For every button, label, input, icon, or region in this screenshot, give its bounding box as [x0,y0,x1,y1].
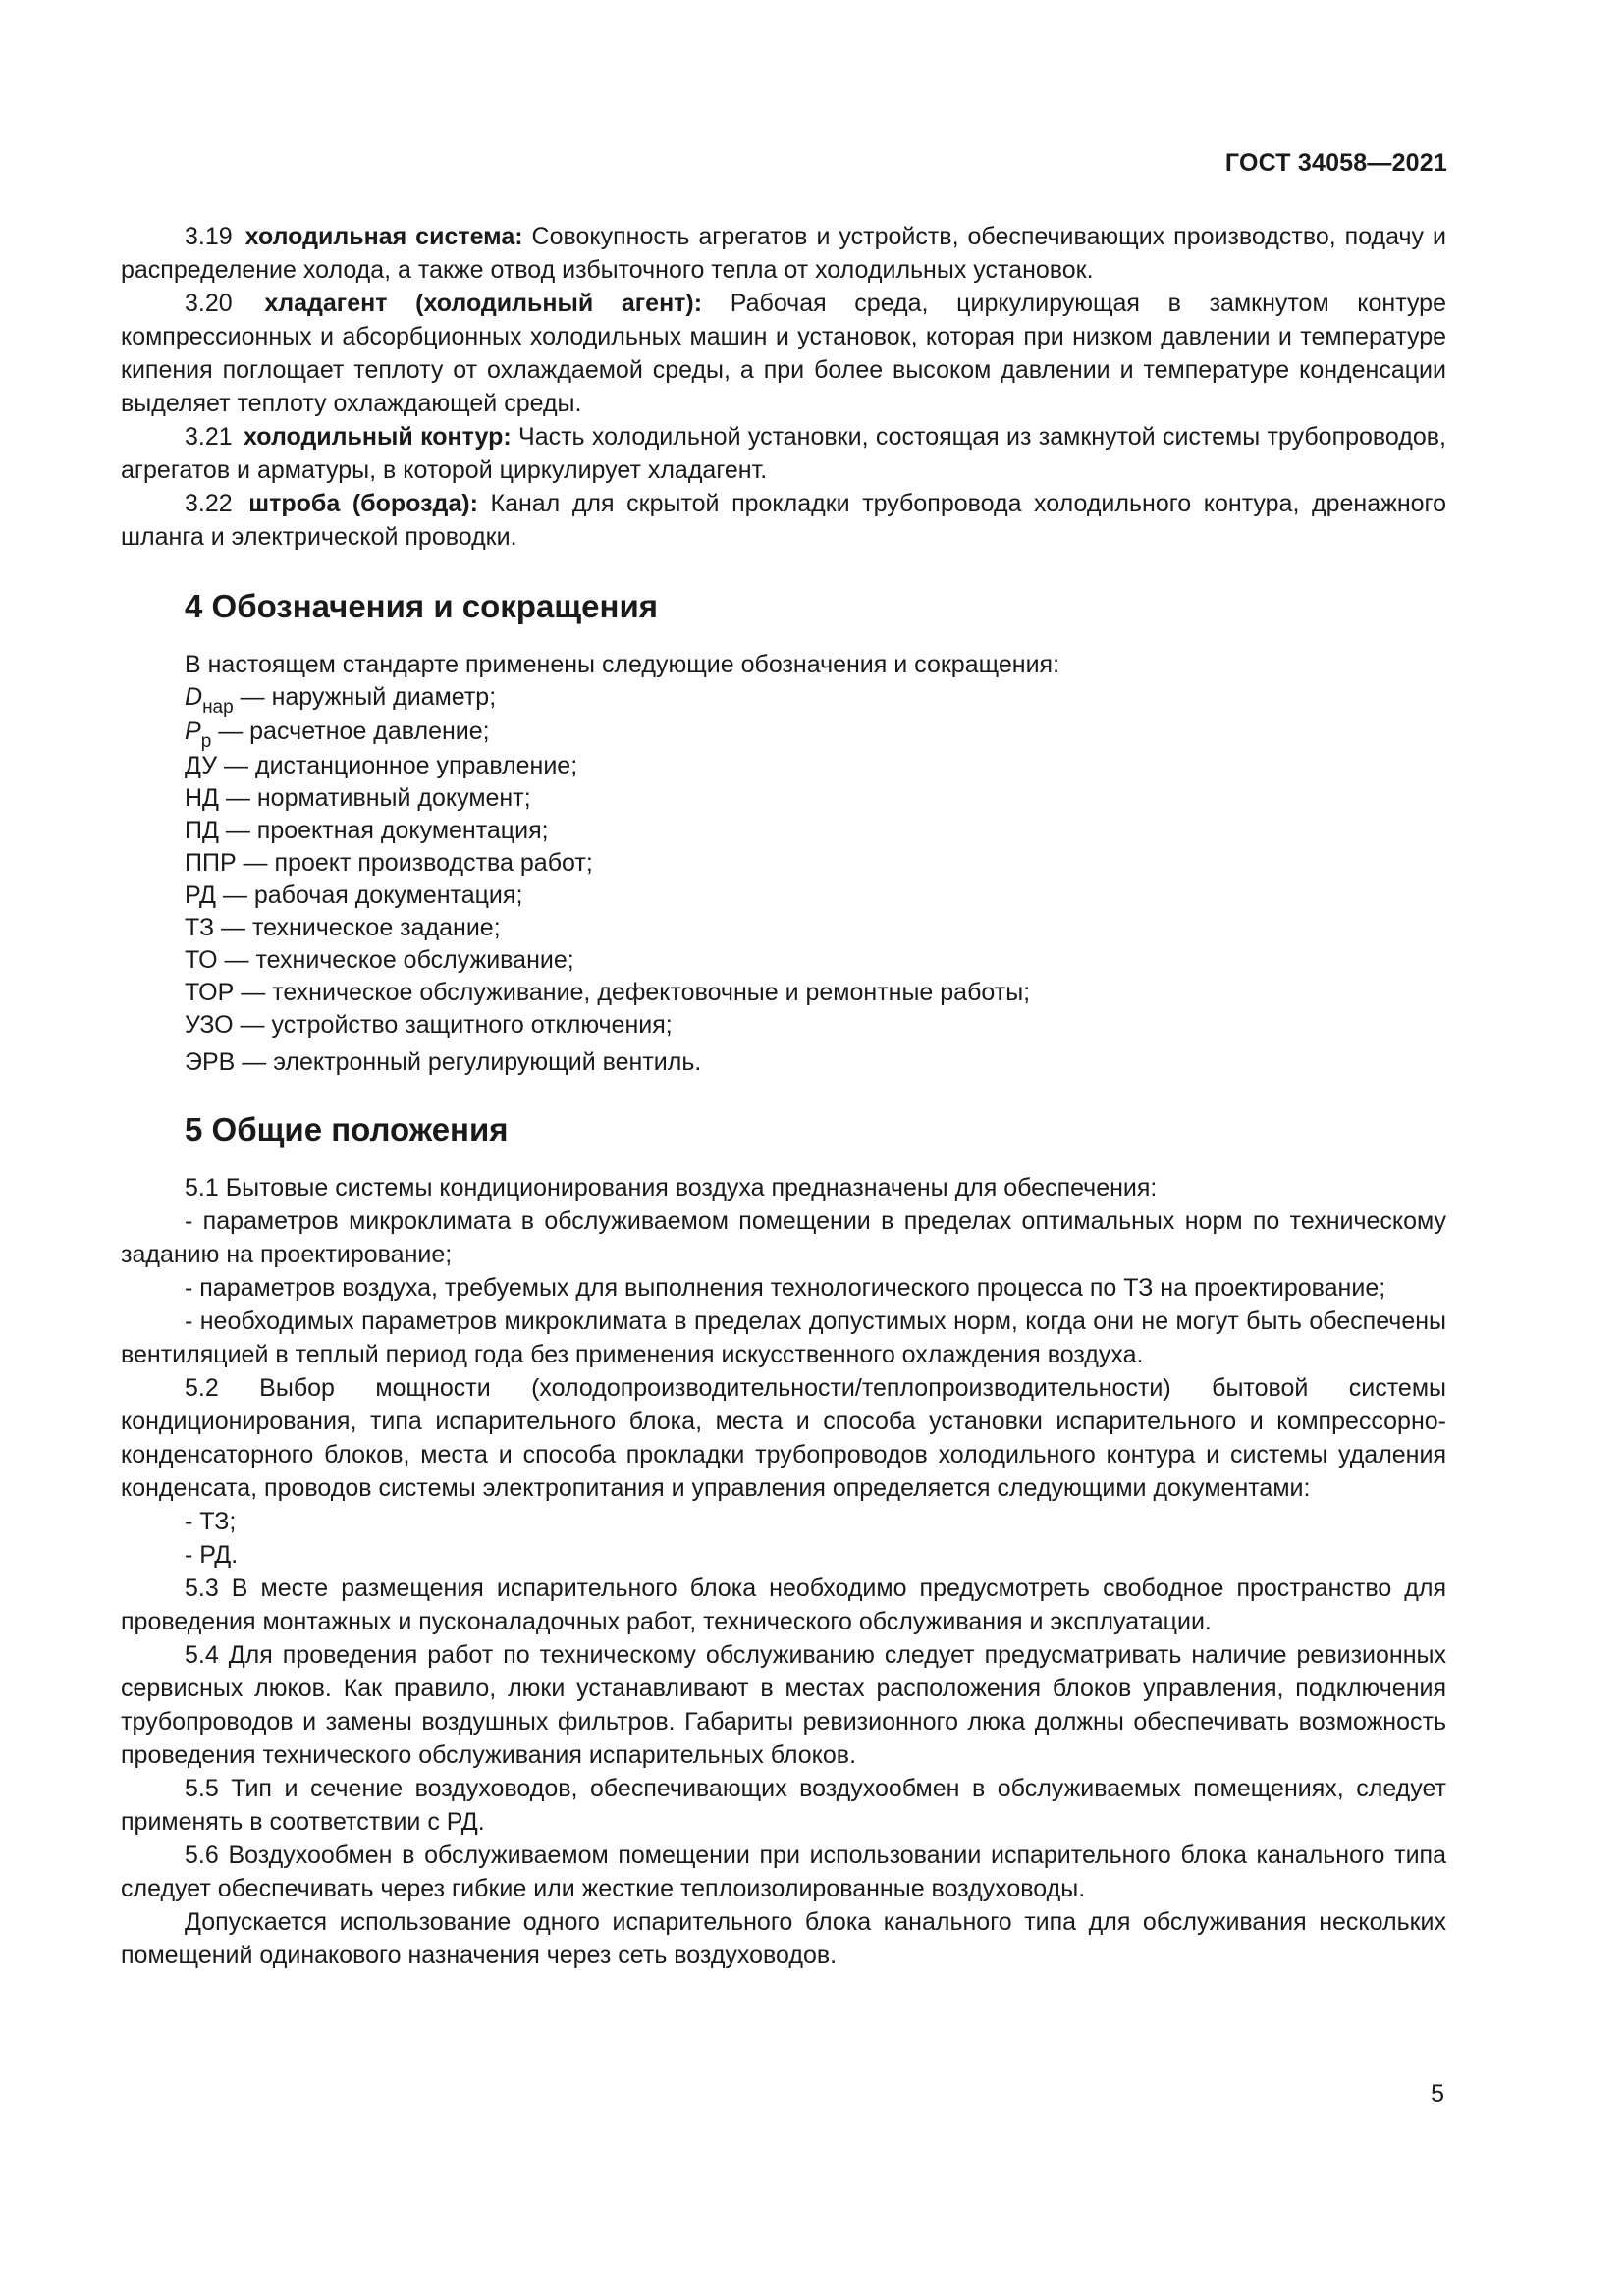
list-item: - ТЗ; [185,1508,237,1535]
term-3-22 [121,487,1446,554]
paragraph-5-4: 5.4 Для проведения работ по техническому обслуживанию следует предусматривать наличие ревизионных сервисных люков. Как правило, люки устанавливают в местах расположения блоков управления, подключения трубопроводов и замены воздушных фильтров. Габариты ревизионного люка должны обеспечивать возможность проведения технического обслуживания испарительных блоков. [121,1641,1446,1769]
term-name: холодильная система: [244,223,523,250]
section-4-heading: 4 Обозначения и сокращения [185,588,658,624]
list-item: - необходимых параметров микроклимата в пределах допустимых норм, когда они не могут быть обеспечены вентиляцией в теплый период года без применения искусственного охлаждения воздуха. [121,1308,1446,1368]
paragraph-5-5: 5.5 Тип и сечение воздуховодов, обеспечивающих воздухообмен в обслуживаемых помещениях, следует применять в соответствии с РД. [121,1775,1446,1836]
term-number: 3.21 [185,423,233,451]
term-definition: Канал для скрытой прокладки трубопровода холодильного контура, дренажного шланга и электрической проводки. [121,490,1447,551]
paragraph-5-2: 5.2 Выбор мощности (холодопроизводительности/теплопроизводительности) бытовой системы кондиционирования, типа испарительного блока, места и способа установки испарительного и компрессорно-конденсаторного блоков, места и способа прокладки трубопроводов холодильного контура и системы удаления конденсата, проводов системы электропитания и управления определяется следующими документами: [121,1374,1446,1502]
term-3-19 [121,220,1446,287]
abbreviation-item: УЗО — устройство защитного отключения; [185,1011,673,1039]
paragraph-5-1: 5.1 Бытовые системы кондиционирования воздуха предназначены для обеспечения: [185,1174,1158,1201]
term-3-20 [121,287,1446,420]
term-definition: Часть холодильной установки, состоящая из замкнутой системы трубопроводов, агрегатов и арматуры, в которой циркулирует хладагент. [121,423,1446,484]
abbreviation-item: ПД — проектная документация; [185,817,549,844]
symbol: P [185,718,201,745]
term-name: штроба (борозда): [248,490,478,517]
abbreviation-text: — наружный диаметр; [233,683,497,711]
term-name: хладагент (холодильный агент): [264,290,703,317]
symbol-subscript: нар [202,697,234,718]
abbreviation-item: ТО — техническое обслуживание; [185,946,574,974]
term-number: 3.19 [185,223,233,250]
abbreviation-text: — расчетное давление; [211,718,490,745]
page-number: 5 [1431,2080,1444,2108]
term-number: 3.22 [185,490,233,517]
list-item: - параметров воздуха, требуемых для выполнения технологического процесса по ТЗ на проектирование; [185,1274,1386,1302]
term-name: холодильный контур: [244,423,512,451]
abbreviation-item: ДУ — дистанционное управление; [185,752,578,779]
abbreviations-intro: В настоящем стандарте применены следующие обозначения и сокращения: [185,651,1060,678]
abbreviation-item: ТОР — техническое обслуживание, дефектовочные и ремонтные работы; [185,979,1031,1006]
term-3-21 [121,420,1446,487]
paragraph-5-6-note: Допускается использование одного испарительного блока канального типа для обслуживания нескольких помещений одинакового назначения через сеть воздуховодов. [121,1908,1446,1969]
abbreviation-item: ТЗ — техническое задание; [185,914,501,941]
list-item: - параметров микроклимата в обслуживаемом помещении в пределах оптимальных норм по техническому заданию на проектирование; [121,1207,1446,1268]
abbreviation-item: ЭРВ — электронный регулирующий вентиль. [185,1048,702,1076]
paragraph-5-6: 5.6 Воздухообмен в обслуживаемом помещении при использовании испарительного блока канального типа следует обеспечивать через гибкие или жесткие теплоизолированные воздуховоды. [121,1842,1446,1902]
standard-code: ГОСТ 34058—2021 [1224,149,1447,177]
abbreviation-item: НД — нормативный документ; [185,784,531,812]
section-5-heading: 5 Общие положения [185,1111,509,1148]
symbol-subscript: р [200,731,212,752]
term-number: 3.20 [185,290,233,317]
paragraph-5-3: 5.3 В месте размещения испарительного блока необходимо предусмотреть свободное пространство для проведения монтажных и пусконаладочных работ, технического обслуживания и эксплуатации. [121,1575,1446,1635]
symbol: D [185,683,203,711]
page-content [121,220,1446,1972]
abbreviation-item [121,716,1446,750]
abbreviation-item: ППР — проект производства работ; [185,849,593,877]
abbreviation-item: РД — рабочая документация; [185,881,523,909]
abbreviation-item [121,681,1446,716]
term-definition: Рабочая среда, циркулирующая в замкнутом контуре компрессионных и абсорбционных холодильных машин и установок, которая при низком давлении и температуре кипения поглощает теплоту от охлаждаемой среды, а при более высоком давлении и температуре конденсации выделяет теплоту охлаждающей среды. [121,290,1446,417]
list-item: - РД. [185,1541,239,1569]
term-definition: Совокупность агрегатов и устройств, обеспечивающих производство, подачу и распределение холода, а также отвод избыточного тепла от холодильных установок. [121,223,1446,284]
